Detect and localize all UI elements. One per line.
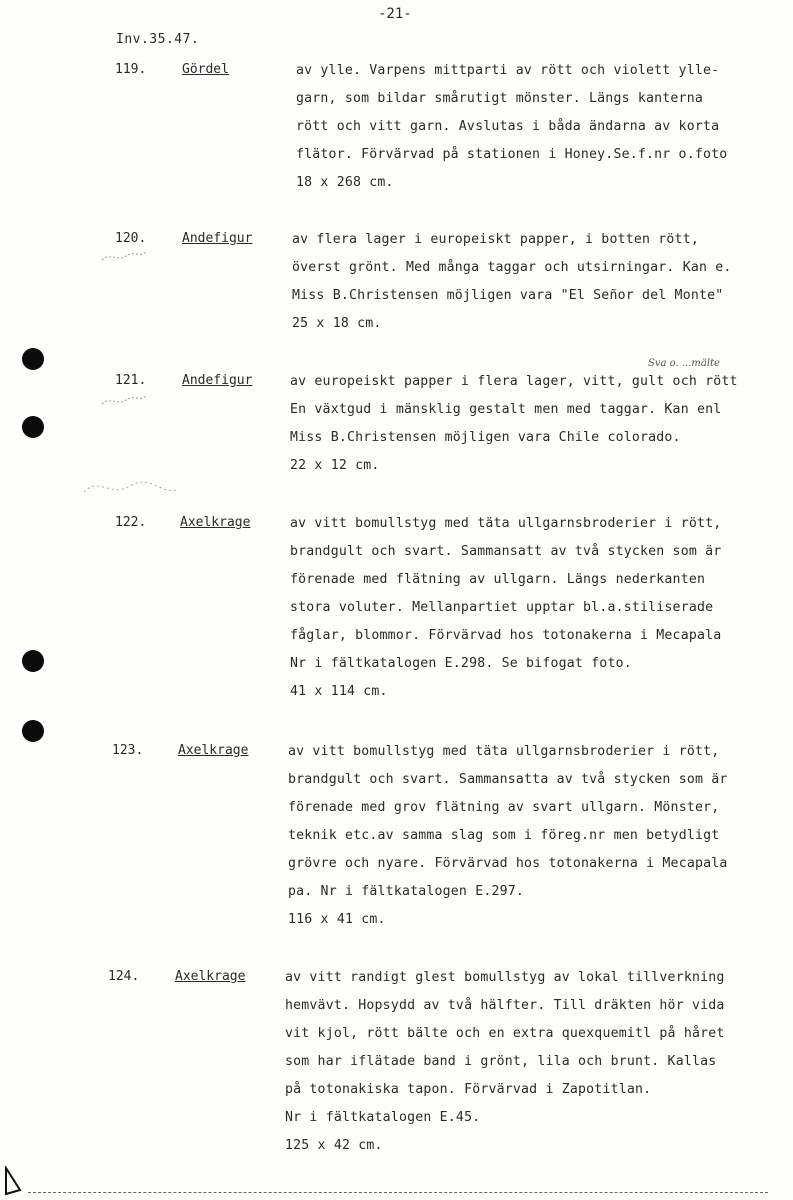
description-line: hemvävt. Hopsydd av två hälfter. Till dräkten hör vida bbox=[285, 998, 725, 1013]
entry-title: Andefigur bbox=[182, 373, 253, 388]
binder-hole bbox=[22, 416, 44, 438]
description-line: En växtgud i mänsklig gestalt men med taggar. Kan enl bbox=[290, 402, 722, 417]
description-line: förenade med grov flätning av svart ullgarn. Mönster, bbox=[288, 800, 720, 815]
margin-scribble bbox=[100, 392, 150, 410]
description-line: garn, som bildar smårutigt mönster. Längs kanterna bbox=[296, 91, 703, 106]
description-line: Miss B.Christensen möjligen vara Chile colorado. bbox=[290, 430, 681, 445]
description-line: 18 x 268 cm. bbox=[296, 175, 394, 190]
entry-description bbox=[290, 373, 760, 485]
entry-title: Axelkrage bbox=[178, 743, 249, 758]
description-line: 41 x 114 cm. bbox=[290, 684, 388, 699]
entry-description bbox=[290, 515, 760, 711]
description-line: rött och vitt garn. Avslutas i båda ändarna av korta bbox=[296, 119, 720, 134]
handwritten-annotation: Sva o. ...mälte bbox=[648, 358, 720, 369]
description-line: teknik etc.av samma slag som i föreg.nr men betydligt bbox=[288, 828, 720, 843]
description-line: stora voluter. Mellanpartiet upptar bl.a.stiliserade bbox=[290, 600, 714, 615]
binder-hole bbox=[22, 650, 44, 672]
description-line: av vitt bomullstyg med täta ullgarnsbroderier i rött, bbox=[288, 744, 720, 759]
description-line: förenade med flätning av ullgarn. Längs nederkanten bbox=[290, 572, 706, 587]
description-line: 116 x 41 cm. bbox=[288, 912, 386, 927]
description-line: överst grönt. Med många taggar och utsirningar. Kan e. bbox=[292, 260, 732, 275]
description-line: Nr i fältkatalogen E.45. bbox=[285, 1110, 481, 1125]
bottom-divider bbox=[28, 1192, 768, 1193]
description-line: 22 x 12 cm. bbox=[290, 458, 380, 473]
entry-description bbox=[296, 62, 766, 202]
binder-hole bbox=[22, 720, 44, 742]
inventory-number: Inv.35.47. bbox=[116, 32, 200, 47]
description-line: av europeiskt papper i flera lager, vitt, gult och rött bbox=[290, 374, 738, 389]
description-line: Miss B.Christensen möjligen vara "El Señor del Monte" bbox=[292, 288, 724, 303]
description-line: av flera lager i europeiskt papper, i botten rött, bbox=[292, 232, 699, 247]
description-line: som har iflätade band i grönt, lila och brunt. Kallas bbox=[285, 1054, 717, 1069]
description-line: brandgult och svart. Sammansatta av två stycken som är bbox=[288, 772, 728, 787]
description-line: pa. Nr i fältkatalogen E.297. bbox=[288, 884, 525, 899]
description-line: av vitt randigt glest bomullstyg av lokal tillverkning bbox=[285, 970, 725, 985]
description-line: 25 x 18 cm. bbox=[292, 316, 382, 331]
entry-description bbox=[288, 743, 758, 939]
entry-title: Axelkrage bbox=[180, 515, 251, 530]
margin-scribble bbox=[80, 472, 180, 502]
description-line: brandgult och svart. Sammansatt av två stycken som är bbox=[290, 544, 722, 559]
entry-number: 124. bbox=[108, 969, 140, 984]
entry-title: Gördel bbox=[182, 62, 229, 77]
corner-triangle-icon bbox=[4, 1166, 24, 1196]
entry-description bbox=[292, 231, 762, 343]
entry-number: 121. bbox=[115, 373, 147, 388]
binder-hole bbox=[22, 348, 44, 370]
entry-description bbox=[285, 969, 755, 1165]
entry-title: Axelkrage bbox=[175, 969, 246, 984]
description-line: av vitt bomullstyg med täta ullgarnsbroderier i rött, bbox=[290, 516, 722, 531]
description-line: vit kjol, rött bälte och en extra quexquemitl på håret bbox=[285, 1026, 725, 1041]
entry-number: 123. bbox=[112, 743, 144, 758]
entry-title: Andefigur bbox=[182, 231, 253, 246]
entry-number: 122. bbox=[115, 515, 147, 530]
entry-number: 120. bbox=[115, 231, 147, 246]
description-line: 125 x 42 cm. bbox=[285, 1138, 383, 1153]
page-number: -21- bbox=[378, 6, 412, 22]
description-line: grövre och nyare. Förvärvad hos totonakerna i Mecapala bbox=[288, 856, 728, 871]
entry-number: 119. bbox=[115, 62, 147, 77]
description-line: av ylle. Varpens mittparti av rött och violett ylle- bbox=[296, 63, 720, 78]
description-line: Nr i fältkatalogen E.298. Se bifogat foto. bbox=[290, 656, 632, 671]
description-line: fåglar, blommor. Förvärvad hos totonakerna i Mecapala bbox=[290, 628, 722, 643]
description-line: flätor. Förvärvad på stationen i Honey.Se.f.nr o.foto bbox=[296, 147, 728, 162]
margin-scribble bbox=[100, 248, 150, 266]
description-line: på totonakiska tapon. Förvärvad i Zapotitlan. bbox=[285, 1082, 652, 1097]
